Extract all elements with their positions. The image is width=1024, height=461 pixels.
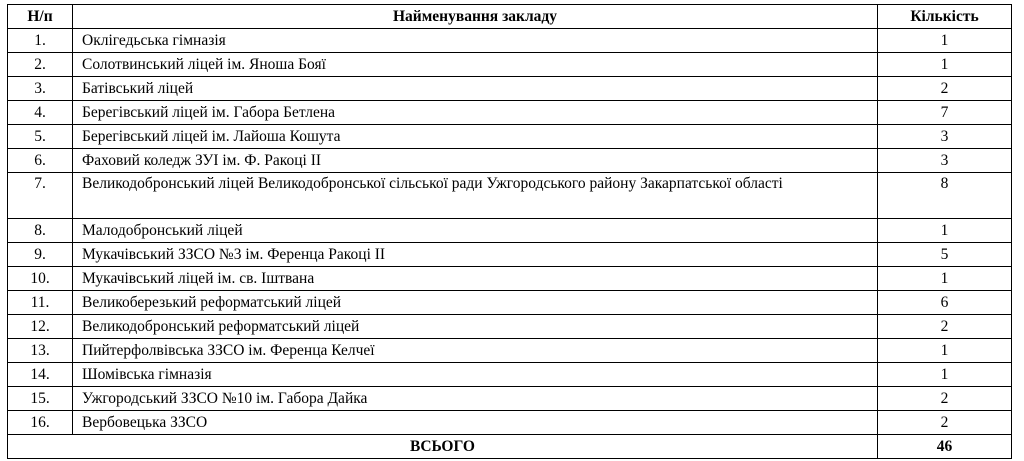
table-row bbox=[8, 101, 1012, 125]
table-row bbox=[8, 291, 1012, 315]
quantity: 6 bbox=[878, 291, 1012, 315]
row-number: 9. bbox=[8, 243, 73, 267]
header-quantity: Кількість bbox=[878, 5, 1012, 29]
row-number: 14. bbox=[8, 363, 73, 387]
table-row bbox=[8, 339, 1012, 363]
table-row bbox=[8, 173, 1012, 219]
header-number: Н/п bbox=[8, 5, 73, 29]
institution-name: Солотвинський ліцей ім. Яноша Бояї bbox=[73, 53, 878, 77]
row-number: 6. bbox=[8, 149, 73, 173]
table-body bbox=[8, 29, 1012, 435]
total-row bbox=[8, 435, 1012, 459]
row-number: 15. bbox=[8, 387, 73, 411]
row-number: 12. bbox=[8, 315, 73, 339]
institution-name: Пийтерфолвівська ЗЗСО ім. Ференца Келчеї bbox=[73, 339, 878, 363]
institution-name: Великодобронський реформатський ліцей bbox=[73, 315, 878, 339]
table-row bbox=[8, 77, 1012, 101]
quantity: 1 bbox=[878, 363, 1012, 387]
institution-name: Мукачівський ЗЗСО №3 ім. Ференца Ракоці ІІ bbox=[73, 243, 878, 267]
row-number: 10. bbox=[8, 267, 73, 291]
quantity: 7 bbox=[878, 101, 1012, 125]
institution-name: Берегівський ліцей ім. Лайоша Кошута bbox=[73, 125, 878, 149]
row-number: 2. bbox=[8, 53, 73, 77]
institution-name: Великодобронський ліцей Великодобронської сільської ради Ужгородського району Закарпатської області bbox=[73, 173, 878, 219]
quantity: 1 bbox=[878, 339, 1012, 363]
institution-name: Мукачівський ліцей ім. св. Іштвана bbox=[73, 267, 878, 291]
row-number: 8. bbox=[8, 219, 73, 243]
quantity: 2 bbox=[878, 315, 1012, 339]
institution-name: Великоберезький реформатський ліцей bbox=[73, 291, 878, 315]
institution-name: Малодобронський ліцей bbox=[73, 219, 878, 243]
table-row bbox=[8, 387, 1012, 411]
header-institution-name: Найменування закладу bbox=[73, 5, 878, 29]
total-quantity: 46 bbox=[878, 435, 1012, 459]
quantity: 2 bbox=[878, 77, 1012, 101]
quantity: 1 bbox=[878, 53, 1012, 77]
quantity: 5 bbox=[878, 243, 1012, 267]
quantity: 2 bbox=[878, 411, 1012, 435]
quantity: 1 bbox=[878, 219, 1012, 243]
quantity: 3 bbox=[878, 125, 1012, 149]
table-row bbox=[8, 53, 1012, 77]
table-row bbox=[8, 29, 1012, 53]
row-number: 5. bbox=[8, 125, 73, 149]
quantity: 3 bbox=[878, 149, 1012, 173]
institution-name: Фаховий коледж ЗУІ ім. Ф. Ракоці ІІ bbox=[73, 149, 878, 173]
quantity: 2 bbox=[878, 387, 1012, 411]
table-row bbox=[8, 149, 1012, 173]
row-number: 11. bbox=[8, 291, 73, 315]
institution-name: Оклігедьська гімназія bbox=[73, 29, 878, 53]
institution-name: Вербовецька ЗЗСО bbox=[73, 411, 878, 435]
quantity: 1 bbox=[878, 29, 1012, 53]
row-number: 4. bbox=[8, 101, 73, 125]
institution-name: Батівський ліцей bbox=[73, 77, 878, 101]
table-header-row bbox=[8, 5, 1012, 29]
table-row bbox=[8, 243, 1012, 267]
quantity: 8 bbox=[878, 173, 1012, 219]
row-number: 13. bbox=[8, 339, 73, 363]
schools-table bbox=[7, 4, 1012, 459]
total-label: ВСЬОГО bbox=[8, 435, 878, 459]
institution-name: Берегівський ліцей ім. Габора Бетлена bbox=[73, 101, 878, 125]
table-row bbox=[8, 125, 1012, 149]
institution-name: Шомівська гімназія bbox=[73, 363, 878, 387]
table-row bbox=[8, 267, 1012, 291]
row-number: 16. bbox=[8, 411, 73, 435]
row-number: 1. bbox=[8, 29, 73, 53]
table-row bbox=[8, 315, 1012, 339]
table-row bbox=[8, 219, 1012, 243]
table-row bbox=[8, 363, 1012, 387]
row-number: 7. bbox=[8, 173, 73, 219]
table-row bbox=[8, 411, 1012, 435]
institution-name: Ужгородський ЗЗСО №10 ім. Габора Дайка bbox=[73, 387, 878, 411]
quantity: 1 bbox=[878, 267, 1012, 291]
row-number: 3. bbox=[8, 77, 73, 101]
